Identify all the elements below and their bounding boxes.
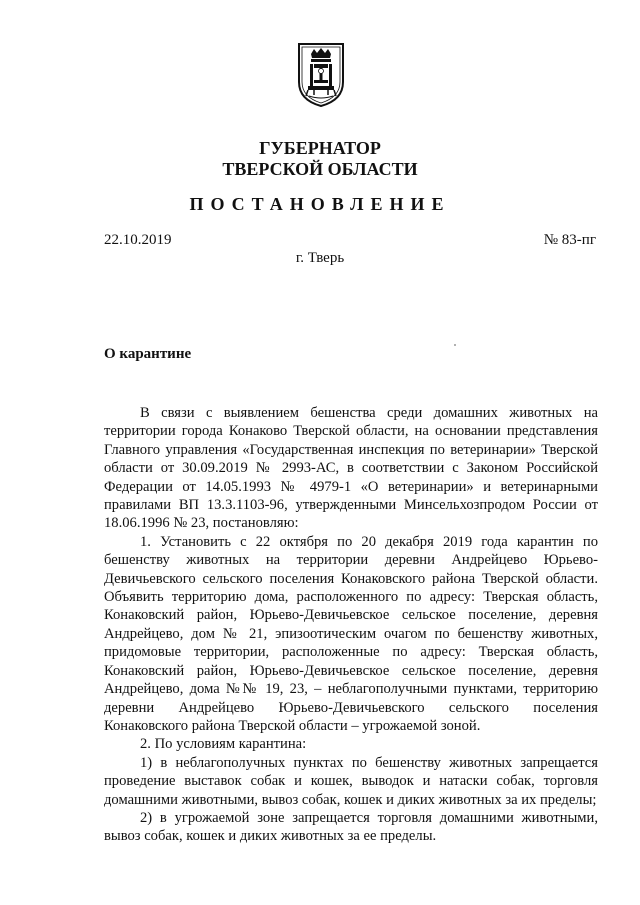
preamble-paragraph: В связи с выявлением бешенства среди домашних животных на территории города Конаково Тверской области, на основании представления Главного управления «Государственная инспекция по ветеринарии» Тверской области от 30.09.2019 № 2993-АС, в соответствии с Законом Российской Федерации от 14.05.1993 № 4979-1 «О ветеринарии» и ветеринарными правилами ВП 13.3.1103-96, утвержденными Минсельхозпродом России от 18.06.1996 № 23, постановляю: <box>104 405 598 532</box>
clause-1-paragraph: 1. Установить с 22 октября по 20 декабря 2019 года карантин по бешенству животных на территории деревни Андрейцево Юрьево-Девичьевского сельского поселения Конаковского района Тверской области. Объявить территорию дома, расположенного по адресу: Тверская область, Конаковский район, Юрьево-Девичьевское сельское поселение, деревня Андрейцево, дом № 21, эпизоотическим очагом по бешенству животных, придомовые территории, расположенные по адресу: Тверская область, Конаковский район, Юрьево-Девичьевское сельское поселение, деревня Андрейцево, дома №№ 19, 23, – неблагополучными пунктами, территорию деревни Андрейцево Юрьево-Девичьевского сельского поселения Конаковского района Тверской области – угрожаемой зоной. <box>104 533 598 734</box>
issuer-title: ГУБЕРНАТОР <box>259 138 381 158</box>
coat-of-arms-icon <box>297 42 345 108</box>
document-date: 22.10.2019 <box>104 232 172 248</box>
clause-2-paragraph: 2. По условиям карантина: <box>140 736 307 753</box>
clause-2-1-paragraph: 1) в неблагополучных пунктах по бешенству животных запрещается проведение выставок собак и кошек, выводок и натаски собак, торговля домашними животными, вывоз собак, кошек и диких животных за их пределы; <box>104 754 598 808</box>
document-subject: О карантине <box>104 346 192 362</box>
document-body <box>104 404 598 846</box>
document-type: ПОСТАНОВЛЕНИЕ <box>189 194 451 214</box>
document-city: г. Тверь <box>295 250 345 266</box>
clause-2-2-paragraph: 2) в угрожаемой зоне запрещается торговля домашними животными, вывоз собак, кошек и диких животных за ее пределы. <box>104 809 598 845</box>
issuer-region: ТВЕРСКОЙ ОБЛАСТИ <box>222 159 418 179</box>
scan-speck <box>454 344 456 346</box>
document-number: № 83-пг <box>543 232 596 248</box>
